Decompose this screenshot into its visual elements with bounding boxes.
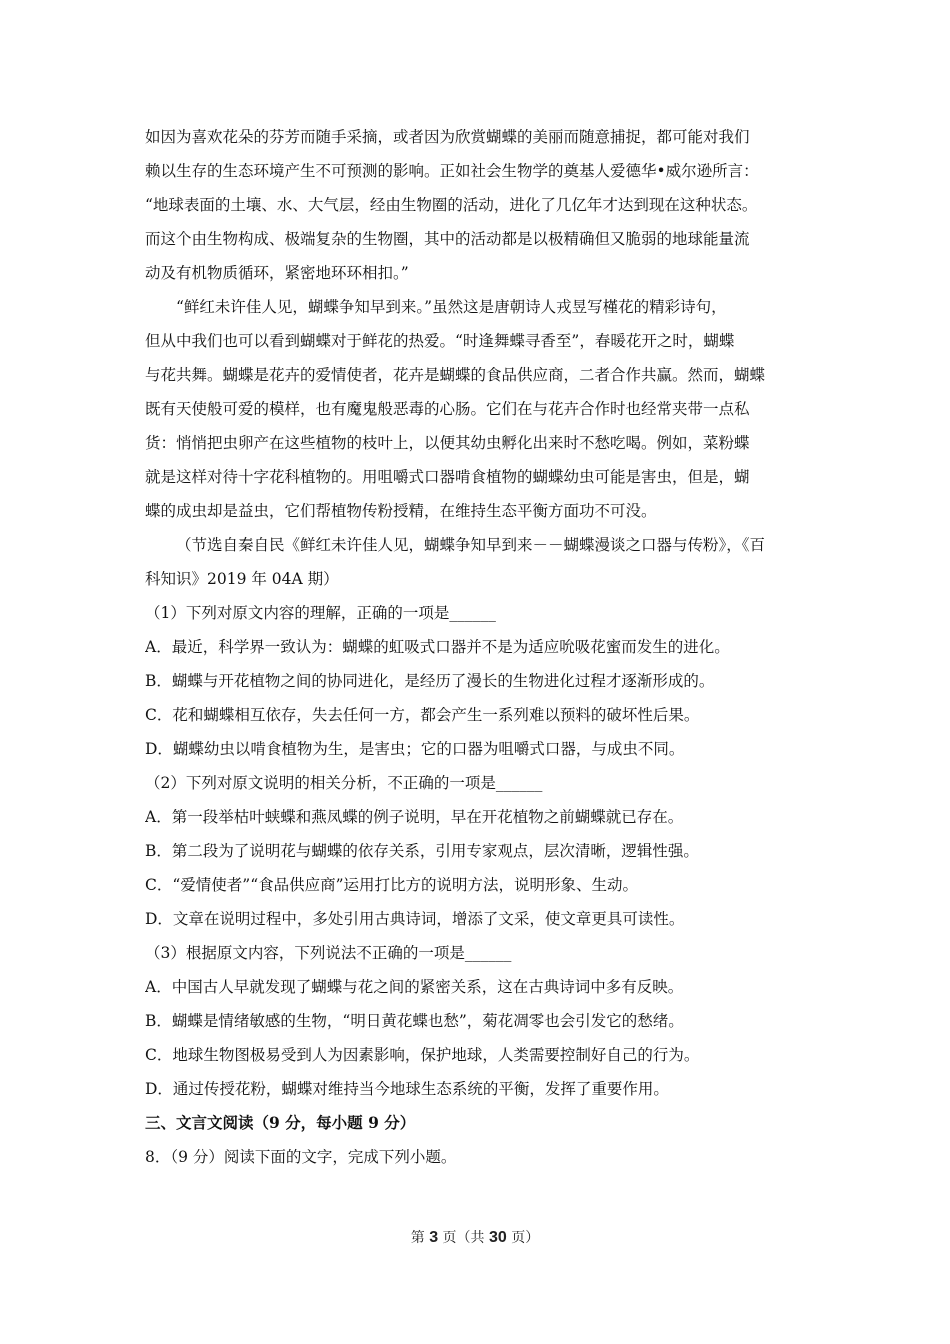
text-line: 科知识》2019 年 04A 期） <box>145 570 339 588</box>
text-line: 与花共舞。蝴蝶是花卉的爱情使者，花卉是蝴蝶的食品供应商，二者合作共赢。然而，蝴蝶 <box>145 366 766 384</box>
option-b: B．蝴蝶是情绪敏感的生物，“明日黄花蝶也愁”，菊花凋零也会引发它的愁绪。 <box>145 1012 684 1030</box>
question-8-stem: 8．（9 分）阅读下面的文字，完成下列小题。 <box>145 1148 457 1166</box>
option-d: D．蝴蝶幼虫以啃食植物为生，是害虫；它的口器为咀嚼式口器，与成虫不同。 <box>145 740 685 758</box>
option-d: D．文章在说明过程中，多处引用古典诗词，增添了文采，使文章更具可读性。 <box>145 910 685 928</box>
source-citation <box>145 528 810 596</box>
footer-middle: 页（共 <box>438 1230 489 1246</box>
option-a: A．中国古人早就发现了蝴蝶与花之间的紧密关系，这在古典诗词中多有反映。 <box>145 978 684 996</box>
text-line: 既有天使般可爱的模样，也有魔鬼般恶毒的心肠。它们在与花卉合作时也经常夹带一点私 <box>145 400 750 418</box>
footer-prefix: 第 <box>410 1230 430 1246</box>
text-line: 货：悄悄把虫卵产在这些植物的枝叶上，以便其幼虫孵化出来时不愁吃喝。例如，菜粉蝶 <box>145 434 750 452</box>
footer-suffix: 页） <box>506 1230 540 1246</box>
text-line: 动及有机物质循环，紧密地环环相扣。” <box>145 264 409 282</box>
text-line: 赖以生存的生态环境产生不可预测的影响。正如社会生物学的奠基人爱德华•威尔逊所言： <box>145 162 759 180</box>
option-a: A．最近，科学界一致认为：蝴蝶的虹吸式口器并不是为适应吮吸花蜜而发生的进化。 <box>145 638 730 656</box>
current-page-number: 3 <box>429 1229 439 1246</box>
option-c: C．“爱情使者”“食品供应商”运用打比方的说明方法，说明形象、生动。 <box>145 876 639 894</box>
option-d: D．通过传授花粉，蝴蝶对维持当今地球生态系统的平衡，发挥了重要作用。 <box>145 1080 669 1098</box>
document-body <box>145 120 810 1174</box>
page-footer <box>0 1226 950 1250</box>
text-line: 就是这样对待十字花科植物的。用咀嚼式口器啃食植物的蝴蝶幼虫可能是害虫，但是，蝴 <box>145 468 750 486</box>
total-page-number: 30 <box>489 1229 507 1246</box>
question-1 <box>145 596 810 766</box>
question-2 <box>145 766 810 936</box>
text-line: “地球表面的土壤、水、大气层，经由生物圈的活动，进化了几亿年才达到现在这种状态。 <box>145 196 758 214</box>
option-b: B．第二段为了说明花与蝴蝶的依存关系，引用专家观点，层次清晰，逻辑性强。 <box>145 842 699 860</box>
text-line: 但从中我们也可以看到蝴蝶对于鲜花的热爱。“时逢舞蝶寻香至”，春暖花开之时，蝴蝶 <box>145 332 735 350</box>
option-b: B．蝴蝶与开花植物之间的协同进化，是经历了漫长的生物进化过程才逐渐形成的。 <box>145 672 715 690</box>
text-line: “鲜红未许佳人见，蝴蝶争知早到来。”虽然这是唐朝诗人戎昱写槿花的精彩诗句， <box>176 298 727 316</box>
text-line: （节选自秦自民《鲜红未许佳人见，蝴蝶争知早到来－－蝴蝶漫谈之口器与传粉》，《百 <box>176 536 766 554</box>
question-3 <box>145 936 810 1106</box>
option-c: C．花和蝴蝶相互依存，失去任何一方，都会产生一系列难以预料的破坏性后果。 <box>145 706 700 724</box>
text-line: 蝶的成虫却是益虫，它们帮植物传粉授精，在维持生态平衡方面功不可没。 <box>145 502 657 520</box>
paragraph-1 <box>145 120 810 290</box>
text-line: 而这个由生物构成、极端复杂的生物圈，其中的活动都是以极精确但又脆弱的地球能量流 <box>145 230 750 248</box>
question-stem: （1）下列对原文内容的理解，正确的一项是______ <box>145 604 496 622</box>
question-stem: （2）下列对原文说明的相关分析，不正确的一项是______ <box>145 774 543 792</box>
paragraph-2 <box>145 290 810 528</box>
question-stem: （3）根据原文内容，下列说法不正确的一项是______ <box>145 944 512 962</box>
section-heading: 三、文言文阅读（9 分，每小题 9 分） <box>145 1113 416 1132</box>
text-line: 如因为喜欢花朵的芬芳而随手采摘，或者因为欣赏蝴蝶的美丽而随意捕捉，都可能对我们 <box>145 128 750 146</box>
option-a: A．第一段举枯叶蛱蝶和燕凤蝶的例子说明，早在开花植物之前蝴蝶就已存在。 <box>145 808 684 826</box>
option-c: C．地球生物图极易受到人为因素影响，保护地球，人类需要控制好自己的行为。 <box>145 1046 700 1064</box>
